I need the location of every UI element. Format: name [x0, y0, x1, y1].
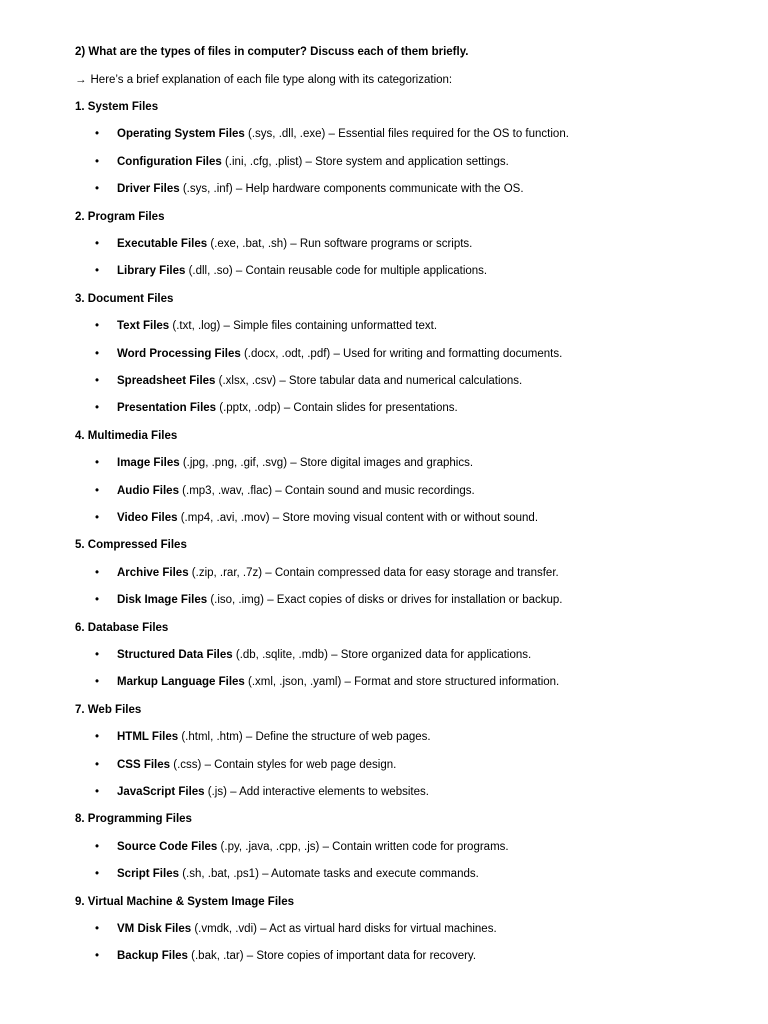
list-item	[95, 730, 431, 744]
file-type-description: – Run software programs or scripts.	[287, 238, 473, 250]
file-extensions: (.exe, .bat, .sh)	[207, 238, 288, 250]
file-type-name: Disk Image Files	[117, 594, 208, 607]
bullet-icon: •	[95, 375, 100, 387]
file-type-name: Text Files	[117, 320, 170, 333]
file-type-name: Script Files	[117, 868, 179, 881]
file-extensions: (.sys, .dll, .exe)	[244, 128, 326, 141]
file-extensions: (.pptx, .odp)	[216, 402, 281, 415]
file-type-name: Image Files	[117, 457, 180, 470]
file-type-description: – Contain slides for presentations.	[280, 402, 458, 415]
question-heading: 2) What are the types of files in computer? Discuss each of them briefly.	[75, 46, 469, 58]
file-type-description: – Define the structure of web pages.	[242, 731, 431, 744]
intro-line	[75, 73, 452, 87]
file-extensions: (.css)	[170, 758, 202, 771]
bullet-icon: •	[95, 183, 100, 196]
file-type-name: Backup Files	[117, 950, 188, 963]
file-type-name: JavaScript Files	[117, 786, 205, 798]
file-extensions: (.sys, .inf)	[179, 183, 233, 196]
list-item	[95, 648, 531, 662]
bullet-icon: •	[95, 128, 100, 141]
list-item	[95, 374, 522, 388]
file-type-description: – Contain compressed data for easy storage and transfer.	[262, 566, 559, 579]
list-item	[95, 840, 509, 854]
file-type-description: – Exact copies of disks or drives for installation or backup.	[264, 594, 563, 607]
section-heading: 3. Document Files	[75, 292, 174, 305]
file-extensions: (.xml, .json, .yaml)	[244, 676, 342, 689]
section-heading: 1. System Files	[75, 101, 159, 113]
file-type-name: Presentation Files	[117, 402, 217, 415]
bullet-icon: •	[95, 950, 100, 963]
list-item	[95, 593, 563, 607]
list-item	[95, 237, 472, 251]
file-type-description: – Act as virtual hard disks for virtual machines.	[256, 923, 497, 935]
list-item	[95, 566, 559, 580]
list-item	[95, 484, 475, 498]
bullet-icon: •	[95, 155, 100, 168]
bullet-icon: •	[95, 840, 100, 853]
file-extensions: (.db, .sqlite, .mdb)	[232, 649, 328, 661]
file-extensions: (.sh, .bat, .ps1)	[179, 868, 259, 881]
file-extensions: (.ini, .cfg, .plist)	[221, 155, 303, 168]
file-type-name: Operating System Files	[117, 128, 245, 141]
list-item	[95, 867, 479, 881]
file-type-name: Structured Data Files	[117, 649, 233, 661]
bullet-icon: •	[95, 402, 100, 415]
list-item	[95, 785, 429, 799]
file-type-description: – Add interactive elements to websites.	[226, 786, 429, 798]
arrow-right-icon: →	[75, 74, 87, 86]
file-type-name: Driver Files	[117, 183, 180, 196]
list-item	[95, 758, 396, 772]
bullet-icon: •	[95, 649, 100, 661]
file-type-name: CSS Files	[117, 758, 171, 771]
file-extensions: (.docx, .odt, .pdf)	[240, 347, 331, 360]
file-extensions: (.mp3, .wav, .flac)	[178, 484, 273, 497]
file-type-name: HTML Files	[117, 731, 179, 744]
file-type-name: Word Processing Files	[117, 347, 241, 360]
file-type-description: – Store tabular data and numerical calculations.	[276, 375, 523, 387]
list-item	[95, 182, 524, 196]
bullet-icon: •	[95, 566, 100, 579]
list-item	[95, 511, 538, 525]
list-item	[95, 456, 473, 470]
file-type-name: Audio Files	[117, 484, 179, 497]
file-extensions: (.py, .java, .cpp, .js)	[217, 840, 320, 853]
section-heading: 9. Virtual Machine & System Image Files	[75, 895, 295, 908]
list-item	[95, 264, 487, 278]
list-item	[95, 347, 562, 361]
file-type-name: Spreadsheet Files	[117, 375, 216, 387]
file-type-description: – Contain styles for web page design.	[201, 758, 397, 771]
file-extensions: (.zip, .rar, .7z)	[188, 566, 263, 579]
list-item	[95, 319, 437, 333]
bullet-icon: •	[95, 484, 100, 497]
file-type-description: – Store system and application settings.	[302, 155, 509, 168]
file-extensions: (.xlsx, .csv)	[215, 375, 277, 387]
file-type-name: Source Code Files	[117, 840, 218, 853]
list-item	[95, 127, 569, 141]
bullet-icon: •	[95, 320, 100, 333]
file-type-description: – Help hardware components communicate with the OS.	[232, 183, 524, 196]
list-item	[95, 949, 476, 963]
file-type-description: – Store organized data for applications.	[327, 649, 532, 661]
file-type-name: Configuration Files	[117, 155, 222, 168]
bullet-icon: •	[95, 676, 100, 689]
file-type-description: – Essential files required for the OS to function.	[325, 128, 569, 141]
file-extensions: (.html, .htm)	[178, 731, 243, 744]
bullet-icon: •	[95, 347, 100, 360]
section-heading: 6. Database Files	[75, 621, 169, 634]
bullet-icon: •	[95, 786, 100, 798]
bullet-icon: •	[95, 868, 100, 881]
section-heading: 2. Program Files	[75, 210, 165, 223]
file-extensions: (.jpg, .png, .gif, .svg)	[179, 457, 288, 470]
file-type-description: – Automate tasks and execute commands.	[258, 868, 479, 881]
file-type-name: Video Files	[117, 512, 178, 524]
file-type-name: Executable Files	[117, 238, 208, 250]
bullet-icon: •	[95, 512, 100, 524]
section-heading: 8. Programming Files	[75, 813, 192, 826]
list-item	[95, 155, 509, 169]
section-heading: 5. Compressed Files	[75, 539, 187, 552]
intro-text: Here’s a brief explanation of each file type along with its categorization:	[90, 74, 453, 86]
file-type-description: – Contain reusable code for multiple applications.	[232, 265, 488, 278]
file-type-name: Markup Language Files	[117, 676, 245, 689]
file-extensions: (.js)	[204, 786, 227, 798]
file-extensions: (.bak, .tar)	[187, 950, 244, 963]
file-type-description: – Simple files containing unformatted text.	[220, 320, 438, 333]
section-heading: 7. Web Files	[75, 703, 142, 716]
file-extensions: (.vmdk, .vdi)	[191, 923, 257, 935]
file-type-description: – Format and store structured information.	[341, 676, 560, 689]
file-type-name: VM Disk Files	[117, 923, 192, 935]
file-type-name: Archive Files	[117, 566, 189, 579]
bullet-icon: •	[95, 238, 100, 250]
file-extensions: (.txt, .log)	[169, 320, 221, 333]
list-item	[95, 401, 458, 415]
file-type-name: Library Files	[117, 265, 186, 278]
file-type-description: – Contain written code for programs.	[319, 840, 509, 853]
bullet-icon: •	[95, 758, 100, 771]
list-item	[95, 675, 559, 689]
list-item	[95, 922, 497, 936]
bullet-icon: •	[95, 731, 100, 744]
file-type-description: – Contain sound and music recordings.	[272, 484, 475, 497]
file-extensions: (.dll, .so)	[185, 265, 233, 278]
file-type-description: – Store digital images and graphics.	[287, 457, 474, 470]
bullet-icon: •	[95, 265, 100, 278]
file-extensions: (.mp4, .avi, .mov)	[177, 512, 270, 524]
section-heading: 4. Multimedia Files	[75, 429, 178, 442]
file-type-description: – Used for writing and formatting documents.	[330, 347, 563, 360]
bullet-icon: •	[95, 923, 100, 935]
bullet-icon: •	[95, 594, 100, 607]
file-type-description: – Store copies of important data for recovery.	[243, 950, 477, 963]
file-extensions: (.iso, .img)	[207, 594, 264, 607]
file-type-description: – Store moving visual content with or without sound.	[269, 512, 539, 524]
bullet-icon: •	[95, 457, 100, 470]
